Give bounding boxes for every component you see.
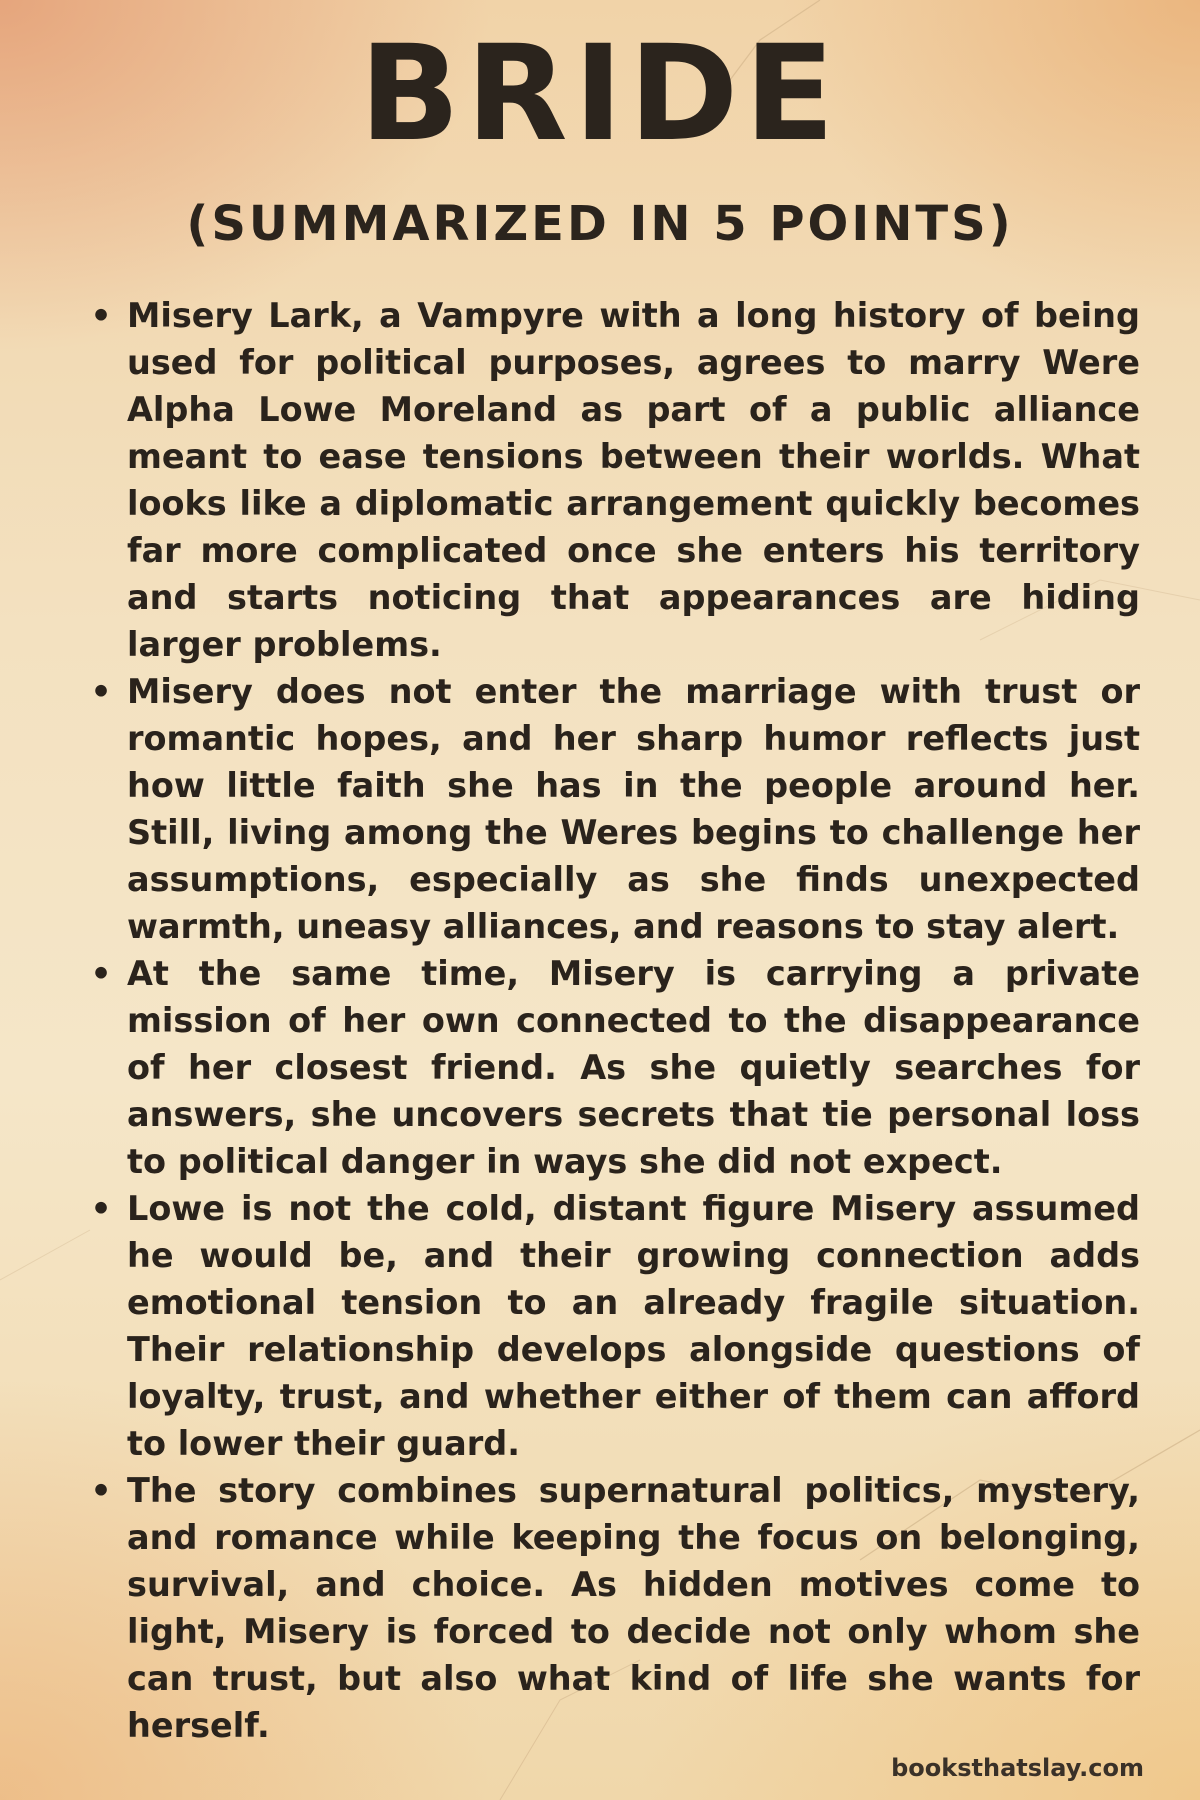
summary-point-text: The story combines supernatural politics, mystery, and romance while keeping the focus on belonging, survival, and choice. As hidden motives come to light, Misery is forced to decide not only whom she can trust, but also what kind of life she wants for herself. — [127, 1471, 1140, 1745]
bullet-icon: • — [90, 954, 112, 993]
summary-point-3 — [90, 950, 1140, 1185]
bullet-icon: • — [90, 1189, 112, 1228]
bullet-icon: • — [90, 672, 112, 711]
summary-point-4 — [90, 1185, 1140, 1467]
book-title: BRIDE — [359, 17, 841, 171]
page-subtitle: (SUMMARIZED IN 5 POINTS) — [186, 196, 1014, 252]
site-watermark: booksthatslay.com — [891, 1754, 1144, 1782]
bullet-icon: • — [90, 296, 112, 335]
bullet-icon: • — [90, 1471, 112, 1510]
summary-points-list — [90, 292, 1140, 1749]
summary-point-text: Misery Lark, a Vampyre with a long history of being used for political purposes, agrees to marry Were Alpha Lowe Moreland as part of a public alliance meant to ease tensions between their worlds. What looks like a diplomatic arrangement quickly becomes far more complicated once she enters his territory and starts noticing that appearances are hiding larger problems. — [127, 296, 1140, 664]
summary-point-text: At the same time, Misery is carrying a private mission of her own connected to the disappearance of her closest friend. As she quietly searches for answers, she uncovers secrets that tie personal loss to political danger in ways she did not expect. — [127, 954, 1140, 1181]
summary-point-1 — [90, 292, 1140, 668]
summary-point-5 — [90, 1467, 1140, 1749]
summary-point-2 — [90, 668, 1140, 950]
summary-point-text: Lowe is not the cold, distant figure Misery assumed he would be, and their growing connection adds emotional tension to an already fragile situation. Their relationship develops alongside questions of loyalty, trust, and whether either of them can afford to lower their guard. — [127, 1189, 1140, 1463]
summary-point-text: Misery does not enter the marriage with trust or romantic hopes, and her sharp humor reflects just how little faith she has in the people around her. Still, living among the Weres begins to challenge her assumptions, especially as she finds unexpected warmth, uneasy alliances, and reasons to stay alert. — [127, 672, 1140, 946]
